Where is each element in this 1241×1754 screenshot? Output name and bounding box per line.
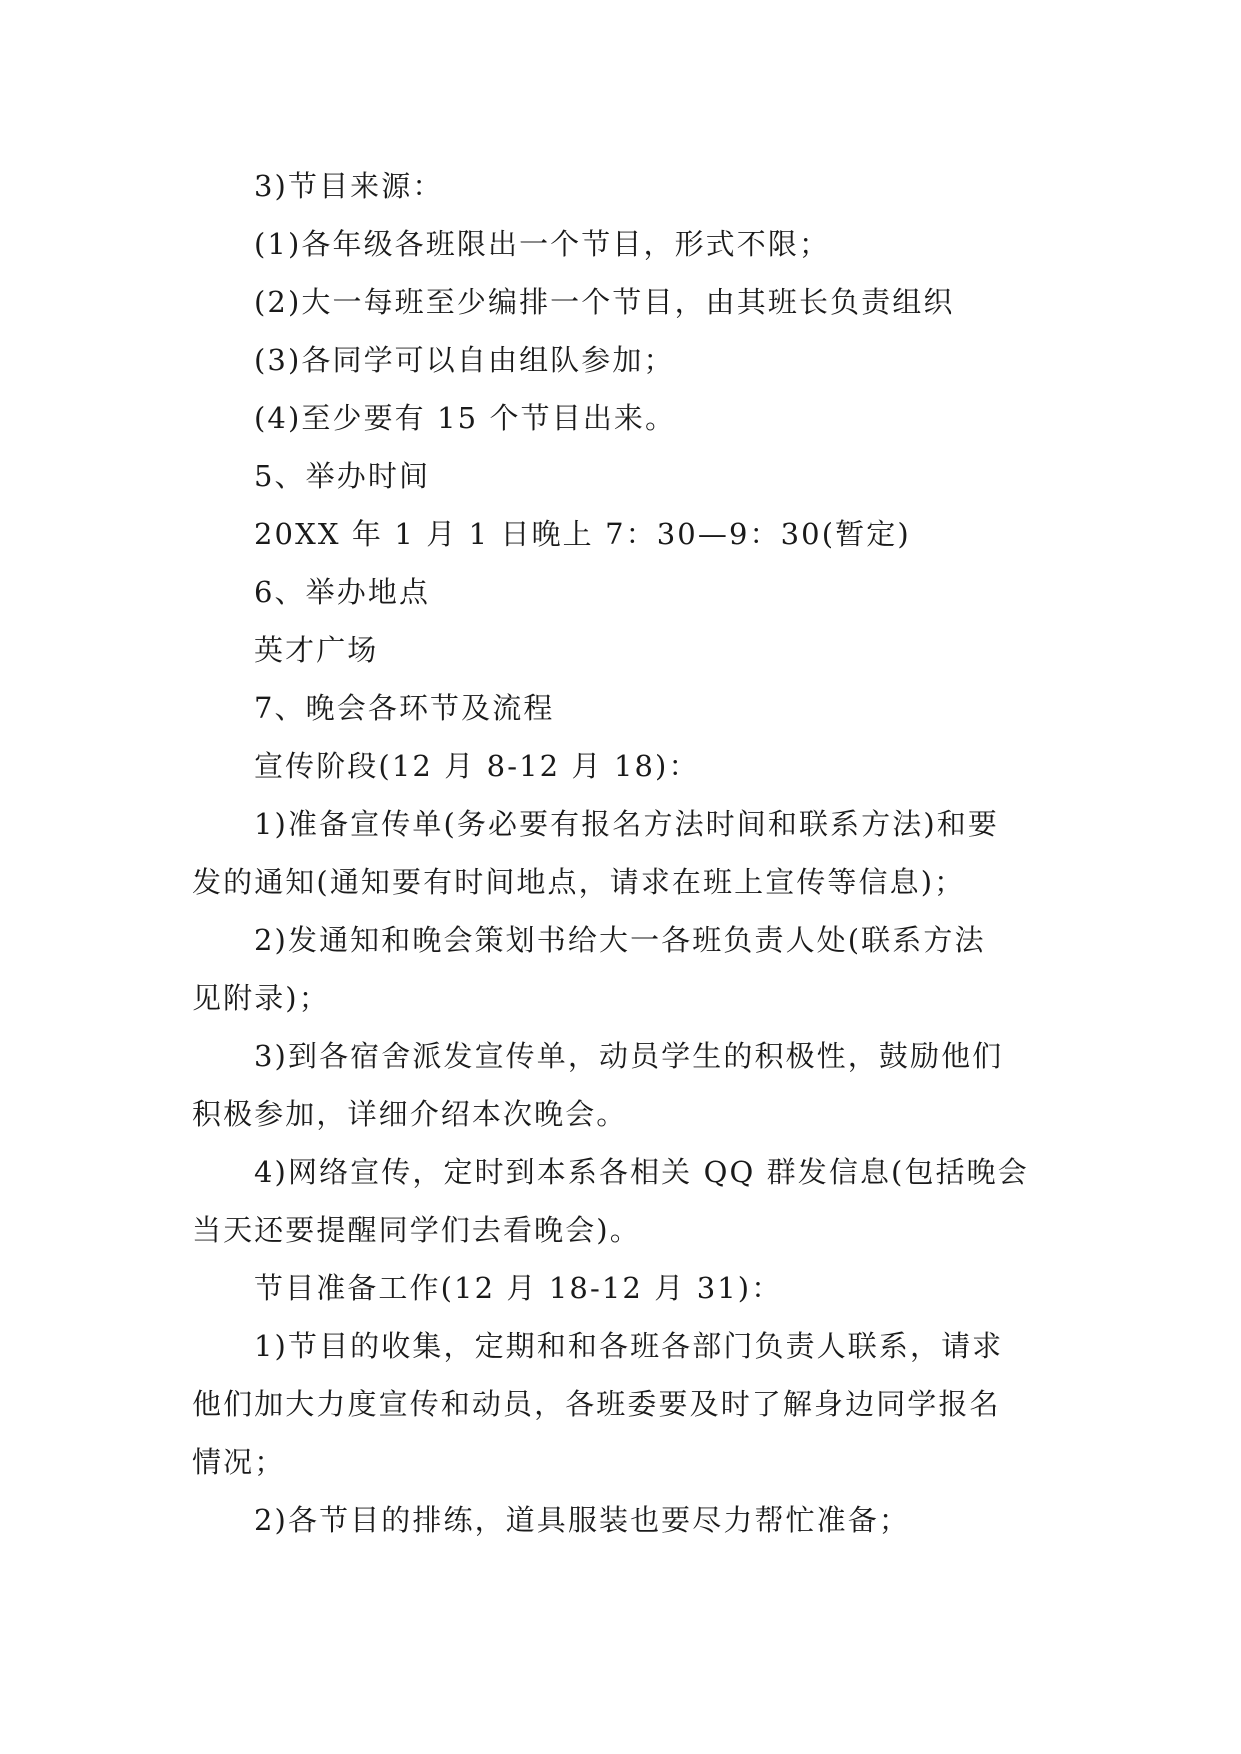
paragraph-line: (4)至少要有 15 个节目出来。: [254, 401, 677, 435]
paragraph-line: 情况；: [192, 1445, 286, 1479]
paragraph-line: 4)网络宣传，定时到本系各相关 QQ 群发信息(包括晚会: [254, 1155, 1029, 1189]
paragraph-line: 3)节目来源：: [254, 169, 444, 203]
paragraph-line: 他们加大力度宣传和动员，各班委要及时了解身边同学报名: [192, 1387, 1001, 1421]
subsection-heading: 宣传阶段(12 月 8-12 月 18)：: [254, 749, 700, 783]
subsection-heading: 节目准备工作(12 月 18-12 月 31)：: [254, 1271, 783, 1305]
paragraph-line: 1)节目的收集，定期和和各班各部门负责人联系，请求: [254, 1329, 1004, 1363]
paragraph-line: 见附录)；: [192, 981, 330, 1015]
paragraph-line: 当天还要提醒同学们去看晚会)。: [192, 1213, 641, 1247]
paragraph-line: (1)各年级各班限出一个节目，形式不限；: [254, 227, 831, 261]
paragraph-line: (3)各同学可以自由组队参加；: [254, 343, 675, 377]
section-heading: 6、举办地点: [254, 575, 431, 609]
paragraph-line: 2)各节目的排练，道具服装也要尽力帮忙准备；: [254, 1503, 910, 1537]
paragraph-line: 英才广场: [254, 633, 379, 667]
section-heading: 7、晚会各环节及流程: [254, 691, 555, 725]
document-body: [192, 157, 1062, 1549]
paragraph-line: 发的通知(通知要有时间地点，请求在班上宣传等信息)；: [192, 865, 966, 899]
paragraph-line: 2)发通知和晚会策划书给大一各班负责人处(联系方法: [254, 923, 986, 957]
paragraph-line: 1)准备宣传单(务必要有报名方法时间和联系方法)和要: [254, 807, 999, 841]
paragraph-line: 积极参加，详细介绍本次晚会。: [192, 1097, 628, 1131]
paragraph-line: (2)大一每班至少编排一个节目，由其班长负责组织: [254, 285, 955, 319]
section-heading: 5、举办时间: [254, 459, 431, 493]
paragraph-line: 20XX 年 1 月 1 日晚上 7：30—9：30(暂定): [254, 517, 911, 551]
paragraph-line: 3)到各宿舍派发宣传单，动员学生的积极性，鼓励他们: [254, 1039, 1004, 1073]
